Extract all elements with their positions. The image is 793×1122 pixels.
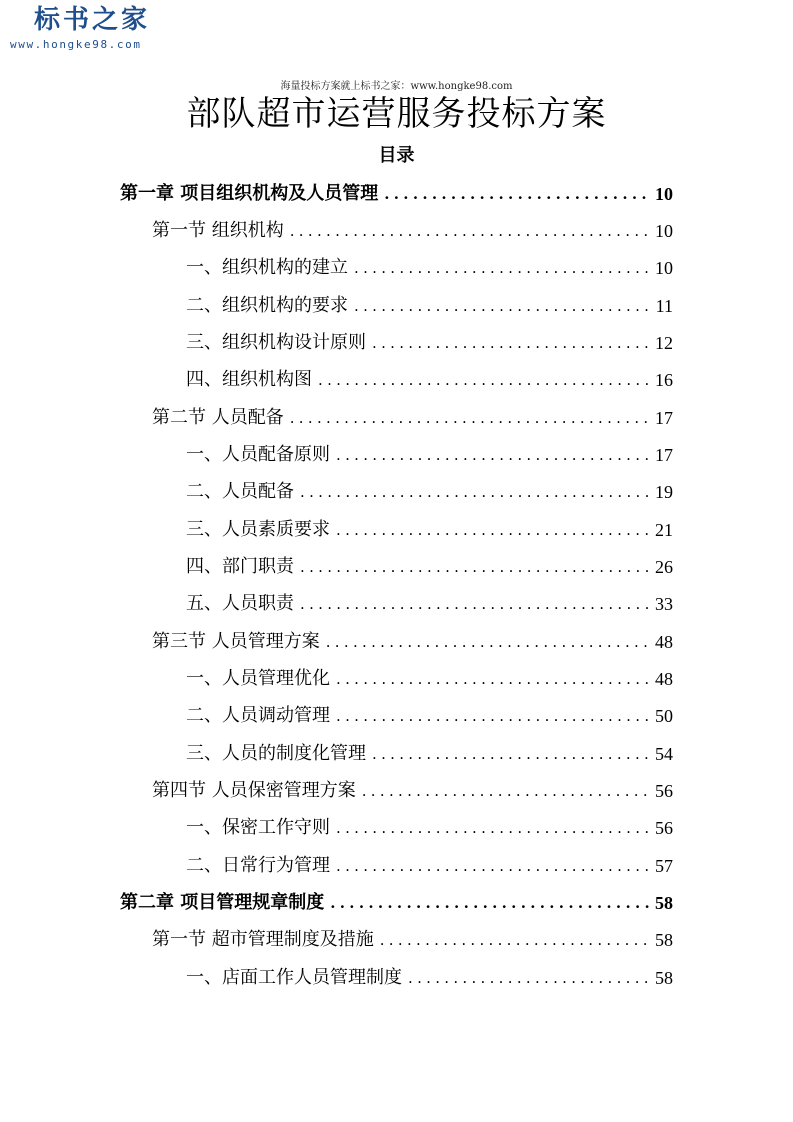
- toc-leader-dots: [336, 701, 649, 731]
- toc-entry-page: 16: [655, 370, 673, 390]
- toc-entry-item[interactable]: [186, 813, 673, 843]
- toc-entry-item[interactable]: [186, 701, 673, 731]
- toc-entry-label: 一、人员配备原则: [186, 444, 330, 465]
- toc-leader-dots: [336, 664, 649, 694]
- toc-leader-dots: [336, 851, 649, 881]
- toc-entry-label: 第三节 人员管理方案: [152, 631, 320, 652]
- toc-entry-item[interactable]: [186, 739, 673, 769]
- toc-entry-label: 三、人员的制度化管理: [186, 743, 366, 764]
- toc-entry-item[interactable]: [186, 552, 673, 582]
- toc-entry-page: 50: [655, 706, 673, 726]
- toc-entry-label: 一、保密工作守则: [186, 817, 330, 838]
- toc-entry-section[interactable]: [152, 627, 673, 657]
- toc-entry-item[interactable]: [186, 440, 673, 470]
- toc-entry-label: 四、组织机构图: [186, 369, 312, 390]
- toc-leader-dots: [384, 179, 649, 209]
- toc-leader-dots: [290, 403, 649, 433]
- toc-leader-dots: [326, 627, 649, 657]
- toc-entry-item[interactable]: [186, 851, 673, 881]
- toc-entry-item[interactable]: [186, 253, 673, 283]
- toc-entry-label: 第二章 项目管理规章制度: [120, 892, 325, 913]
- toc-entry-item[interactable]: [186, 291, 673, 321]
- toc-entry-page: 56: [655, 781, 673, 801]
- toc-leader-dots: [380, 925, 649, 955]
- toc-entry-page: 57: [655, 856, 673, 876]
- toc-leader-dots: [300, 589, 649, 619]
- toc-entry-label: 四、部门职责: [186, 556, 294, 577]
- toc-entry-label: 三、组织机构设计原则: [186, 332, 366, 353]
- toc-entry-page: 10: [655, 184, 673, 204]
- toc-entry-label: 五、人员职责: [186, 593, 294, 614]
- toc-entry-label: 第二节 人员配备: [152, 407, 284, 428]
- toc-entry-item[interactable]: [186, 328, 673, 358]
- toc-entry-item[interactable]: [186, 365, 673, 395]
- toc-entry-label: 二、人员调动管理: [186, 705, 330, 726]
- toc-entry-page: 58: [655, 968, 673, 988]
- toc-leader-dots: [330, 888, 649, 918]
- toc-entry-chapter[interactable]: [120, 888, 673, 918]
- toc-entry-label: 二、人员配备: [186, 481, 294, 502]
- toc-entry-page: 12: [655, 333, 673, 353]
- brand-logo-title: 标书之家: [34, 5, 151, 35]
- toc-leader-dots: [318, 365, 649, 395]
- toc-entry-page: 11: [655, 296, 673, 316]
- toc-leader-dots: [362, 776, 649, 806]
- toc-leader-dots: [354, 291, 650, 321]
- toc-heading: 目录: [378, 145, 415, 166]
- toc-entry-page: 17: [655, 445, 673, 465]
- toc-entry-label: 三、人员素质要求: [186, 519, 330, 540]
- toc-entry-label: 一、人员管理优化: [186, 668, 330, 689]
- brand-logo-url: www.hongke98.com: [10, 38, 142, 51]
- toc-leader-dots: [372, 328, 649, 358]
- toc-entry-page: 21: [655, 520, 673, 540]
- toc-leader-dots: [336, 515, 649, 545]
- toc-entry-page: 33: [655, 594, 673, 614]
- toc-entry-section[interactable]: [152, 776, 673, 806]
- toc-leader-dots: [372, 739, 649, 769]
- toc-entry-section[interactable]: [152, 925, 673, 955]
- toc-entry-label: 第一章 项目组织机构及人员管理: [120, 183, 379, 204]
- document-title: 部队超市运营服务投标方案: [186, 94, 607, 134]
- toc-entry-label: 二、日常行为管理: [186, 855, 330, 876]
- brand-logo: [10, 4, 170, 52]
- toc-entry-page: 58: [655, 930, 673, 950]
- toc-entry-page: 17: [655, 408, 673, 428]
- toc-entry-page: 48: [655, 669, 673, 689]
- toc-entry-item[interactable]: [186, 664, 673, 694]
- toc-entry-page: 58: [655, 893, 673, 913]
- header-note: 海量投标方案就上标书之家：www.hongke98.com: [280, 81, 513, 92]
- toc-entry-item[interactable]: [186, 515, 673, 545]
- toc-leader-dots: [354, 253, 649, 283]
- toc-entry-page: 19: [655, 482, 673, 502]
- toc-leader-dots: [336, 440, 649, 470]
- toc-entry-section[interactable]: [152, 403, 673, 433]
- toc-leader-dots: [408, 963, 649, 993]
- toc-entry-item[interactable]: [186, 963, 673, 993]
- toc-entry-page: 10: [655, 258, 673, 278]
- toc-entry-label: 一、店面工作人员管理制度: [186, 967, 402, 988]
- toc-entry-page: 26: [655, 557, 673, 577]
- toc-leader-dots: [300, 477, 649, 507]
- toc-leader-dots: [300, 552, 649, 582]
- toc-entry-chapter[interactable]: [120, 179, 673, 209]
- toc-entry-page: 48: [655, 632, 673, 652]
- toc-entry-label: 第四节 人员保密管理方案: [152, 780, 356, 801]
- toc-leader-dots: [336, 813, 649, 843]
- toc-entry-section[interactable]: [152, 216, 673, 246]
- toc-leader-dots: [290, 216, 649, 246]
- toc-entry-label: 一、组织机构的建立: [186, 257, 348, 278]
- toc-entry-page: 56: [655, 818, 673, 838]
- toc-entry-label: 第一节 超市管理制度及措施: [152, 929, 374, 950]
- toc-entry-item[interactable]: [186, 477, 673, 507]
- toc-entry-page: 10: [655, 221, 673, 241]
- toc-entry-page: 54: [655, 744, 673, 764]
- toc-entry-item[interactable]: [186, 589, 673, 619]
- toc-entry-label: 二、组织机构的要求: [186, 295, 348, 316]
- toc-entry-label: 第一节 组织机构: [152, 220, 284, 241]
